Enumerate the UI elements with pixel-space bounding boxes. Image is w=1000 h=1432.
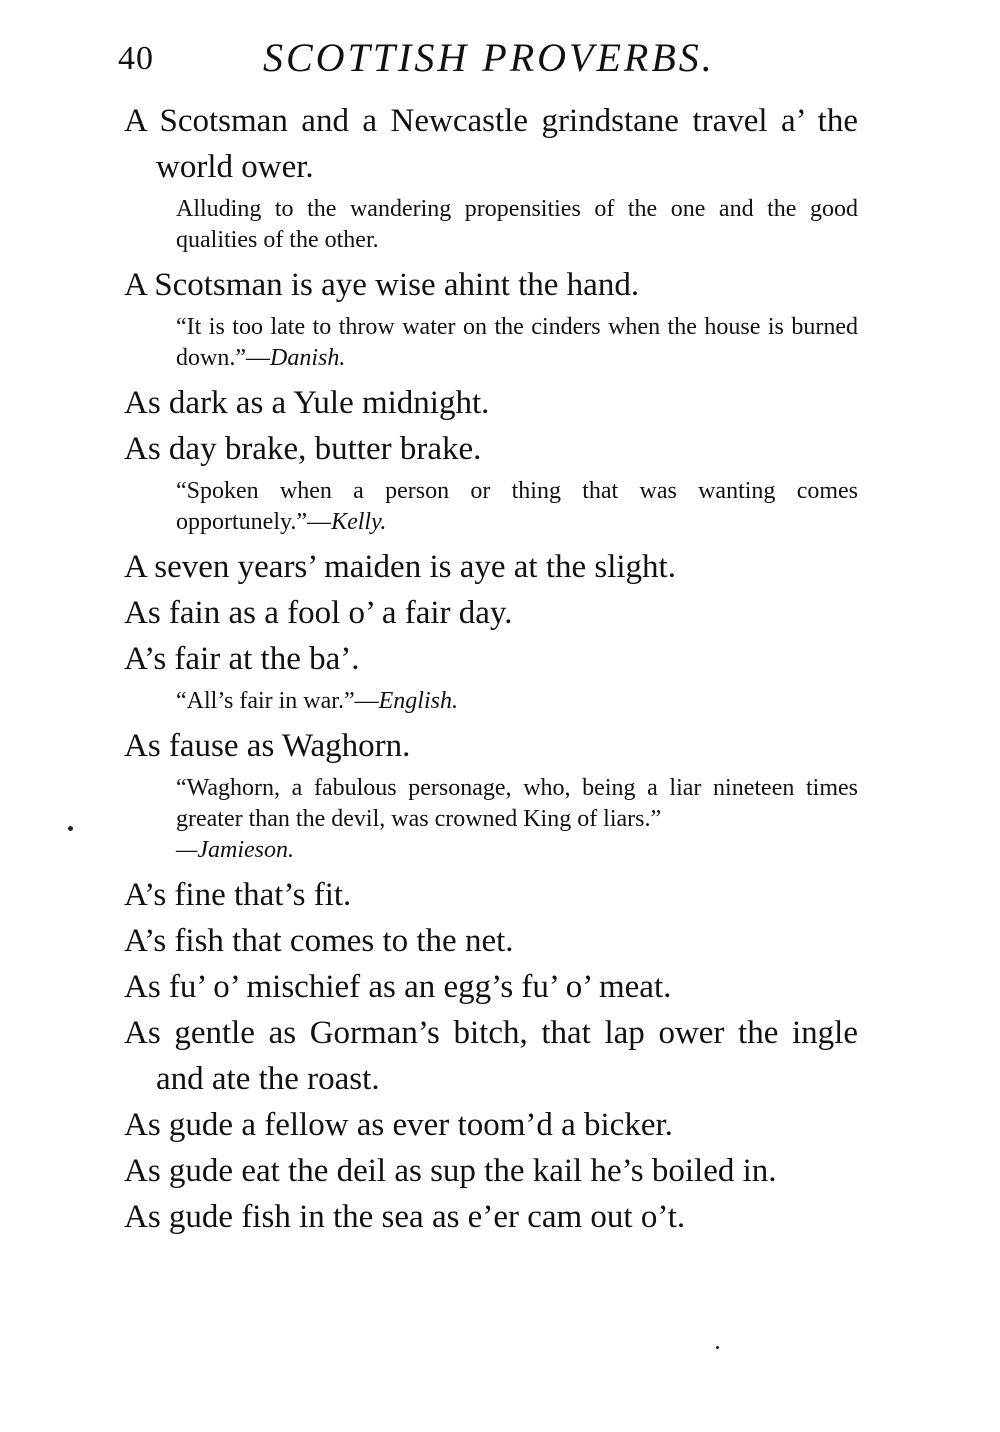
proverb-text: As gude fish in the sea as e’er cam out o’t.: [124, 1199, 686, 1235]
proverb-entry: [124, 1102, 858, 1148]
proverb-text: A’s fair at the ba’.: [124, 641, 360, 677]
proverb-entry: [124, 1010, 858, 1102]
proverb-text: As gude a fellow as ever toom’d a bicker.: [124, 1107, 673, 1143]
proverb-entry: [124, 964, 858, 1010]
proverb-note: [124, 686, 858, 717]
proverb-entry: [124, 636, 858, 717]
proverb-text: As gentle as Gorman’s bitch, that lap ower the ingle and ate the roast.: [124, 1015, 858, 1097]
proverb-text: As fain as a fool o’ a fair day.: [124, 595, 513, 631]
page-number: 40: [118, 40, 154, 77]
note-source: English.: [378, 688, 458, 714]
proverb-text: As day brake, butter brake.: [124, 431, 482, 467]
proverb-text: As fu’ o’ mischief as an egg’s fu’ o’ meat.: [124, 969, 672, 1005]
page-header: [118, 34, 858, 86]
note-text: “Waghorn, a fabulous personage, who, being a liar nineteen times greater than the devil, was crowned King of liars.”: [176, 775, 858, 832]
proverb-note: [124, 773, 858, 866]
proverb-text: A Scotsman and a Newcastle grindstane travel a’ the world ower.: [124, 103, 858, 185]
proverb-text: A’s fine that’s fit.: [124, 877, 352, 913]
proverb-entry: [124, 918, 858, 964]
proverb-note: [124, 476, 858, 538]
proverb-text: As dark as a Yule midnight.: [124, 385, 490, 421]
note-source: —Jamieson.: [176, 837, 294, 863]
proverb-text: A seven years’ maiden is aye at the slight.: [124, 549, 676, 585]
proverb-entry: [124, 723, 858, 866]
note-text: Alluding to the wandering propensities of the one and the good qualities of the other.: [176, 196, 858, 253]
proverb-text: A Scotsman is aye wise ahint the hand.: [124, 267, 640, 303]
running-title: SCOTTISH PROVERBS.: [263, 35, 715, 80]
note-text: “It is too late to throw water on the cinders when the house is burned down.”—: [176, 314, 858, 371]
proverb-entry: [124, 426, 858, 538]
proverb-entry: [124, 380, 858, 426]
proverb-entry: [124, 544, 858, 590]
proverb-entry: [124, 1194, 858, 1240]
proverb-entry: [124, 98, 858, 256]
note-source: Danish.: [269, 345, 346, 371]
proverb-note: [124, 194, 858, 256]
proverb-entry: [124, 262, 858, 374]
proverb-text: As fause as Waghorn.: [124, 728, 411, 764]
proverb-list: [124, 98, 858, 1240]
note-text: “Spoken when a person or thing that was wanting comes opportunely.”—: [176, 478, 858, 535]
note-source: Kelly.: [331, 509, 387, 535]
print-speck: [68, 826, 73, 831]
proverb-entry: [124, 1148, 858, 1194]
proverb-entry: [124, 872, 858, 918]
note-text: “All’s fair in war.”—: [176, 688, 379, 714]
proverb-text: As gude eat the deil as sup the kail he’s boiled in.: [124, 1153, 777, 1189]
proverb-text: A’s fish that comes to the net.: [124, 923, 514, 959]
proverb-note: [124, 312, 858, 374]
proverb-entry: [124, 590, 858, 636]
print-speck: [716, 1346, 719, 1349]
